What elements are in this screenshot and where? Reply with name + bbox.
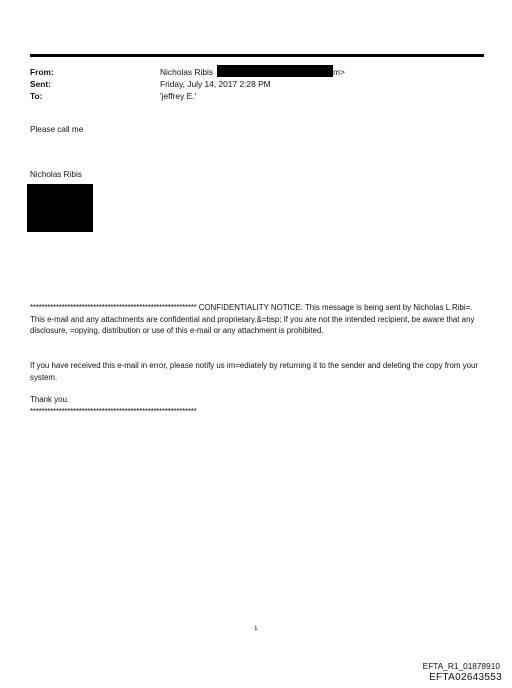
header-rule bbox=[30, 54, 484, 57]
error-notice-text: If you have received this e-mail in error, please notify us im=ediately by returning it to the sender and deleting the copy from your system. bbox=[30, 361, 479, 382]
from-email-redaction bbox=[217, 65, 333, 77]
from-label: From: bbox=[30, 67, 54, 77]
page-number: 1 bbox=[254, 625, 258, 632]
from-email-tail: m> bbox=[333, 67, 345, 77]
to-label: To: bbox=[30, 91, 43, 101]
signature-name: Nicholas Ribis bbox=[30, 170, 82, 179]
notice-stars: ********************************************************** bbox=[30, 303, 197, 312]
thank-you-text: Thank you. bbox=[30, 395, 70, 404]
message-body: Please call me bbox=[30, 125, 84, 134]
bates-stamp: EFTA02643553 bbox=[429, 672, 502, 683]
from-name: Nicholas Ribis bbox=[160, 67, 214, 77]
sent-label: Sent: bbox=[30, 79, 51, 89]
to-value: 'jeffrey E.' bbox=[160, 91, 197, 101]
confidentiality-notice bbox=[30, 302, 480, 337]
signature-redaction bbox=[27, 184, 93, 232]
sent-value: Friday, July 14, 2017 2:28 PM bbox=[160, 79, 271, 89]
error-notice bbox=[30, 360, 480, 383]
bates-stamp-r1: EFTA_R1_01878910 bbox=[422, 661, 500, 671]
closing-stars: ********************************************************** bbox=[30, 406, 197, 416]
closing-block bbox=[30, 394, 480, 417]
notice-text: CONFIDENTIALITY NOTICE: This message is being sent by Nicholas L Ribi=. This e-mail and any attachments are confidential and proprietary.&=bsp; If you are not the intended recipient, be aware that any disclosure, =opying, distribution or use of this e-mail or any attachment is prohibited. bbox=[30, 303, 475, 336]
